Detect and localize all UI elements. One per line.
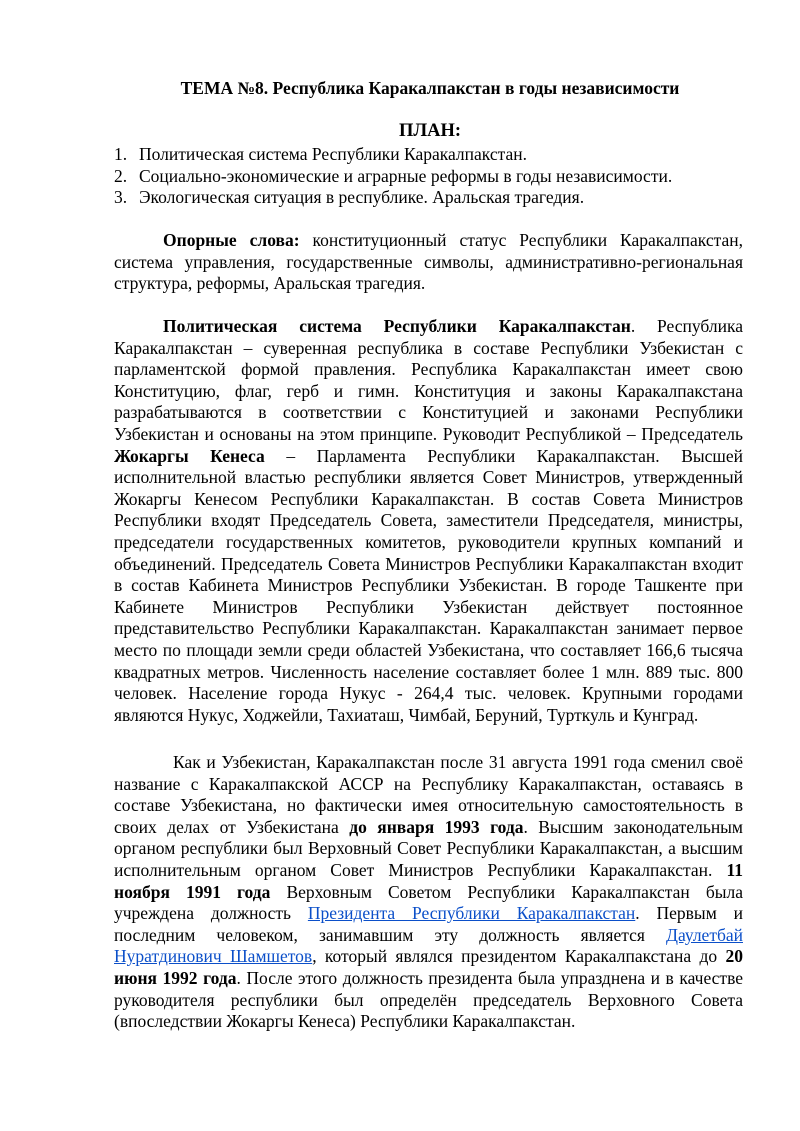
plan-item-number: 3.: [114, 187, 128, 208]
bold-date: 20 июня 1992 года: [114, 946, 744, 988]
history-paragraph: [114, 752, 743, 1033]
bold-term: Жокаргы Кенеса: [114, 445, 265, 466]
plan-item-number: 2.: [114, 165, 128, 186]
plan-item: [114, 166, 754, 188]
plan-item: [114, 144, 754, 166]
plan-heading: ПЛАН:: [398, 121, 462, 141]
political-system-heading: Политическая система Республики Каракалпакстан: [163, 316, 631, 336]
paragraph-text: , который являлся президентом Каракалпакстана до: [312, 946, 726, 967]
paragraph-text: Верховным Советом Республики Каракалпакстан была учреждена должность: [114, 881, 743, 924]
paragraph-text: . После этого должность президента была упразднена и в качестве руководителя республики был определён председатель Верховного Совета (впоследствии Жокаргы Кенеса) Республики Каракалпакстан.: [114, 967, 743, 1032]
plan-item-text: Экологическая ситуация в республике. Аральская трагедия.: [139, 187, 585, 208]
president-link[interactable]: Президента Республики Каракалпакстан: [307, 903, 636, 924]
document-title: ТЕМА №8. Республика Каракалпакстан в годы независимости: [180, 78, 680, 98]
political-system-paragraph: [114, 316, 743, 726]
paragraph-text: – Парламента Республики Каракалпакстан. Высшей исполнительной властью республики является Совет Министров, утвержденный Жокаргы Кенесом Республики Каракалпакстан. В состав Совета Министров Республики входят Председатель Совета, заместители Председателя, министры, председатели государственных комитетов, руководители крупных компаний и объединений. Председатель Совета Министров Республики Каракалпакстан входит в состав Кабинета Министров Республики Узбекистан. В городе Ташкенте при Кабинете Министров Республики Узбекистан действует постоянное представительство Республики Каракалпакстан. Каракалпакстан занимает первое место по площади земли среди областей Узбекистана, что составляет 166,6 тысяча квадратных метров. Численность население составляет более 1 млн. 889 тыс. 800 человек. Население города Нукус - 264,4 тыс. человек. Крупными городами являются Нукус, Ходжейли, Тахиаташ, Чимбай, Беруний, Турткуль и Кунград.: [114, 445, 744, 725]
plan-list: [114, 144, 754, 209]
paragraph-text: Как и Узбекистан, Каракалпакстан после 31 августа 1991 года сменил своё название с Каракалпакской АССР на Республику Каракалпакстан, оставаясь в составе Узбекистана, но фактически имея относительную самостоятельность в своих делах от Узбекистана: [114, 752, 743, 837]
bold-date: до января 1993 года: [349, 816, 524, 837]
keywords-text: конституционный статус Республики Каракалпакстан, система управления, государственные символы, административно-региональная структура, реформы, Аральская трагедия.: [114, 230, 743, 294]
bold-date: 11 ноября 1991 года: [114, 859, 743, 902]
keywords-label: Опорные слова:: [163, 230, 300, 250]
plan-item-number: 1.: [114, 144, 128, 164]
paragraph-text: . Первым и последним человеком, занимавшим эту должность является: [114, 903, 743, 945]
keywords-paragraph: [114, 230, 743, 295]
paragraph-text: . Высшим законодательным органом республики был Верховный Совет Республики Каракалпакстан, а высшим исполнительным органом Совет Министров Республики Каракалпакстан.: [114, 816, 744, 880]
paragraph-text: . Республика Каракалпакстан – суверенная республика в составе Республики Узбекистан с парламентской формой правления. Республика Каракалпакстан имеет свою Конституцию, флаг, герб и гимн. Конституция и законы Каракалпакстана разрабатываются в соответствии с Конституцией и законами Республики Узбекистан и основаны на этом принципе. Руководит Республикой – Председатель: [114, 316, 743, 444]
plan-item-text: Социально-экономические и аграрные реформы в годы независимости.: [139, 165, 673, 186]
shamshetov-link[interactable]: Даулетбай Нуратдинович Шамшетов: [114, 924, 743, 967]
plan-item: [114, 187, 754, 209]
plan-item-text: Политическая система Республики Каракалпакстан.: [139, 144, 527, 164]
